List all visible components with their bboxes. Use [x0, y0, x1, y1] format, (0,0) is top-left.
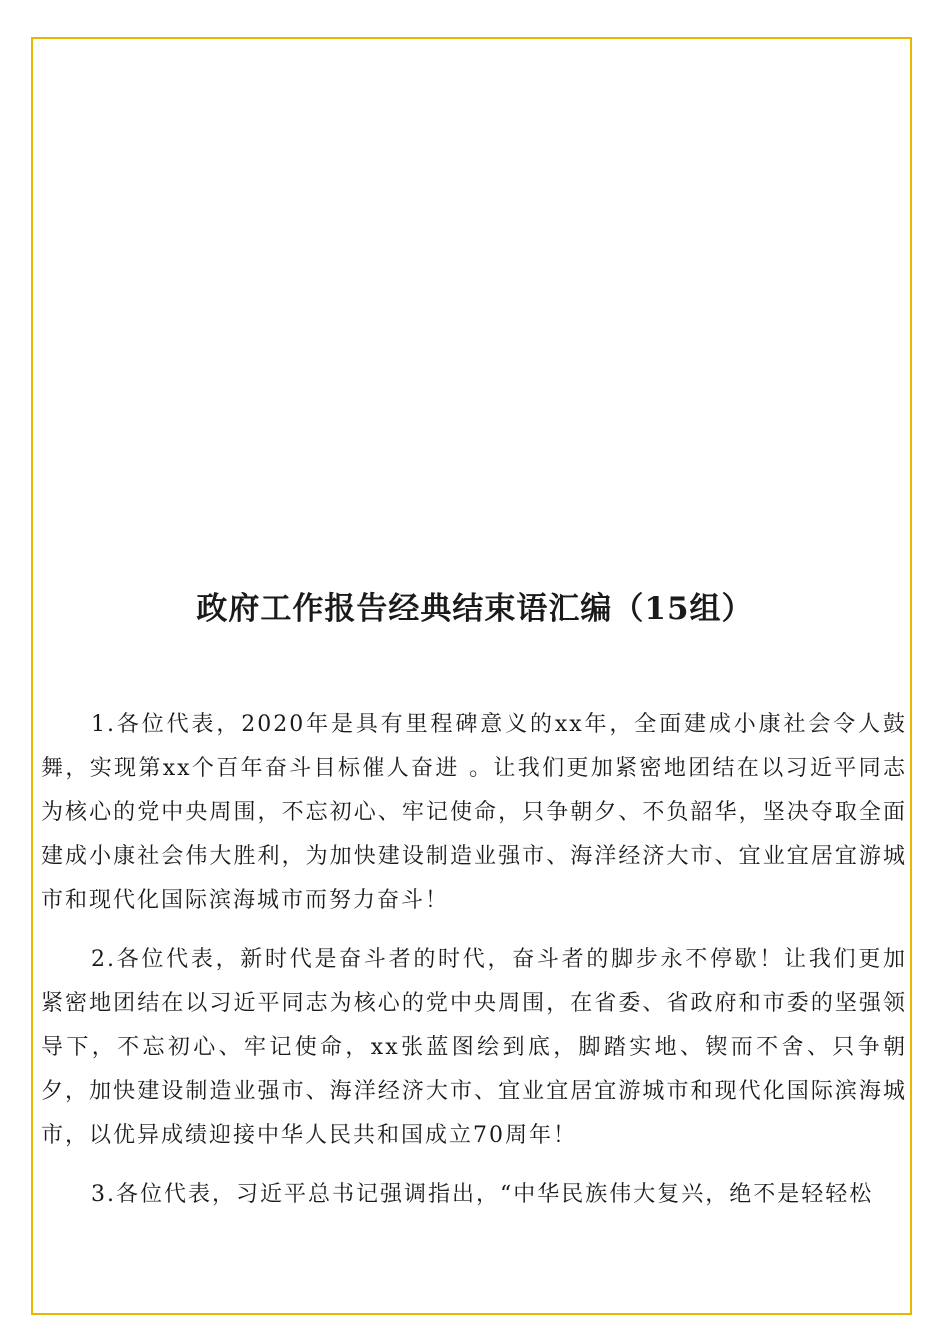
paragraph-3: 3.各位代表，习近平总书记强调指出，“中华民族伟大复兴，绝不是轻轻松 [91, 1182, 874, 1207]
document-title: 政府工作报告经典结束语汇编（15组） [196, 591, 754, 627]
paragraph-1: 1.各位代表，2020年是具有里程碑意义的xx年，全面建成小康社会令人鼓舞，实现第xx个百年奋斗目标催人奋进 。让我们更加紧密地团结在以习近平同志为核心的党中央周围，不忘初心、牢记使命，只争朝夕、不负韶华，坚决夺取全面建成小康社会伟大胜利，为加快建设制造业强市、海洋经济大市、宜业宜居宜游城市和现代化国际滨海城市而努力奋斗！ [41, 712, 907, 913]
document-body [41, 703, 907, 1232]
paragraph-2: 2.各位代表，新时代是奋斗者的时代，奋斗者的脚步永不停歇！让我们更加紧密地团结在以习近平同志为核心的党中央周围，在省委、省政府和市委的坚强领导下，不忘初心、牢记使命，xx张蓝图绘到底，脚踏实地、锲而不舍、只争朝夕，加快建设制造业强市、海洋经济大市、宜业宜居宜游城市和现代化国际滨海城市，以优异成绩迎接中华人民共和国成立70周年！ [41, 947, 907, 1148]
